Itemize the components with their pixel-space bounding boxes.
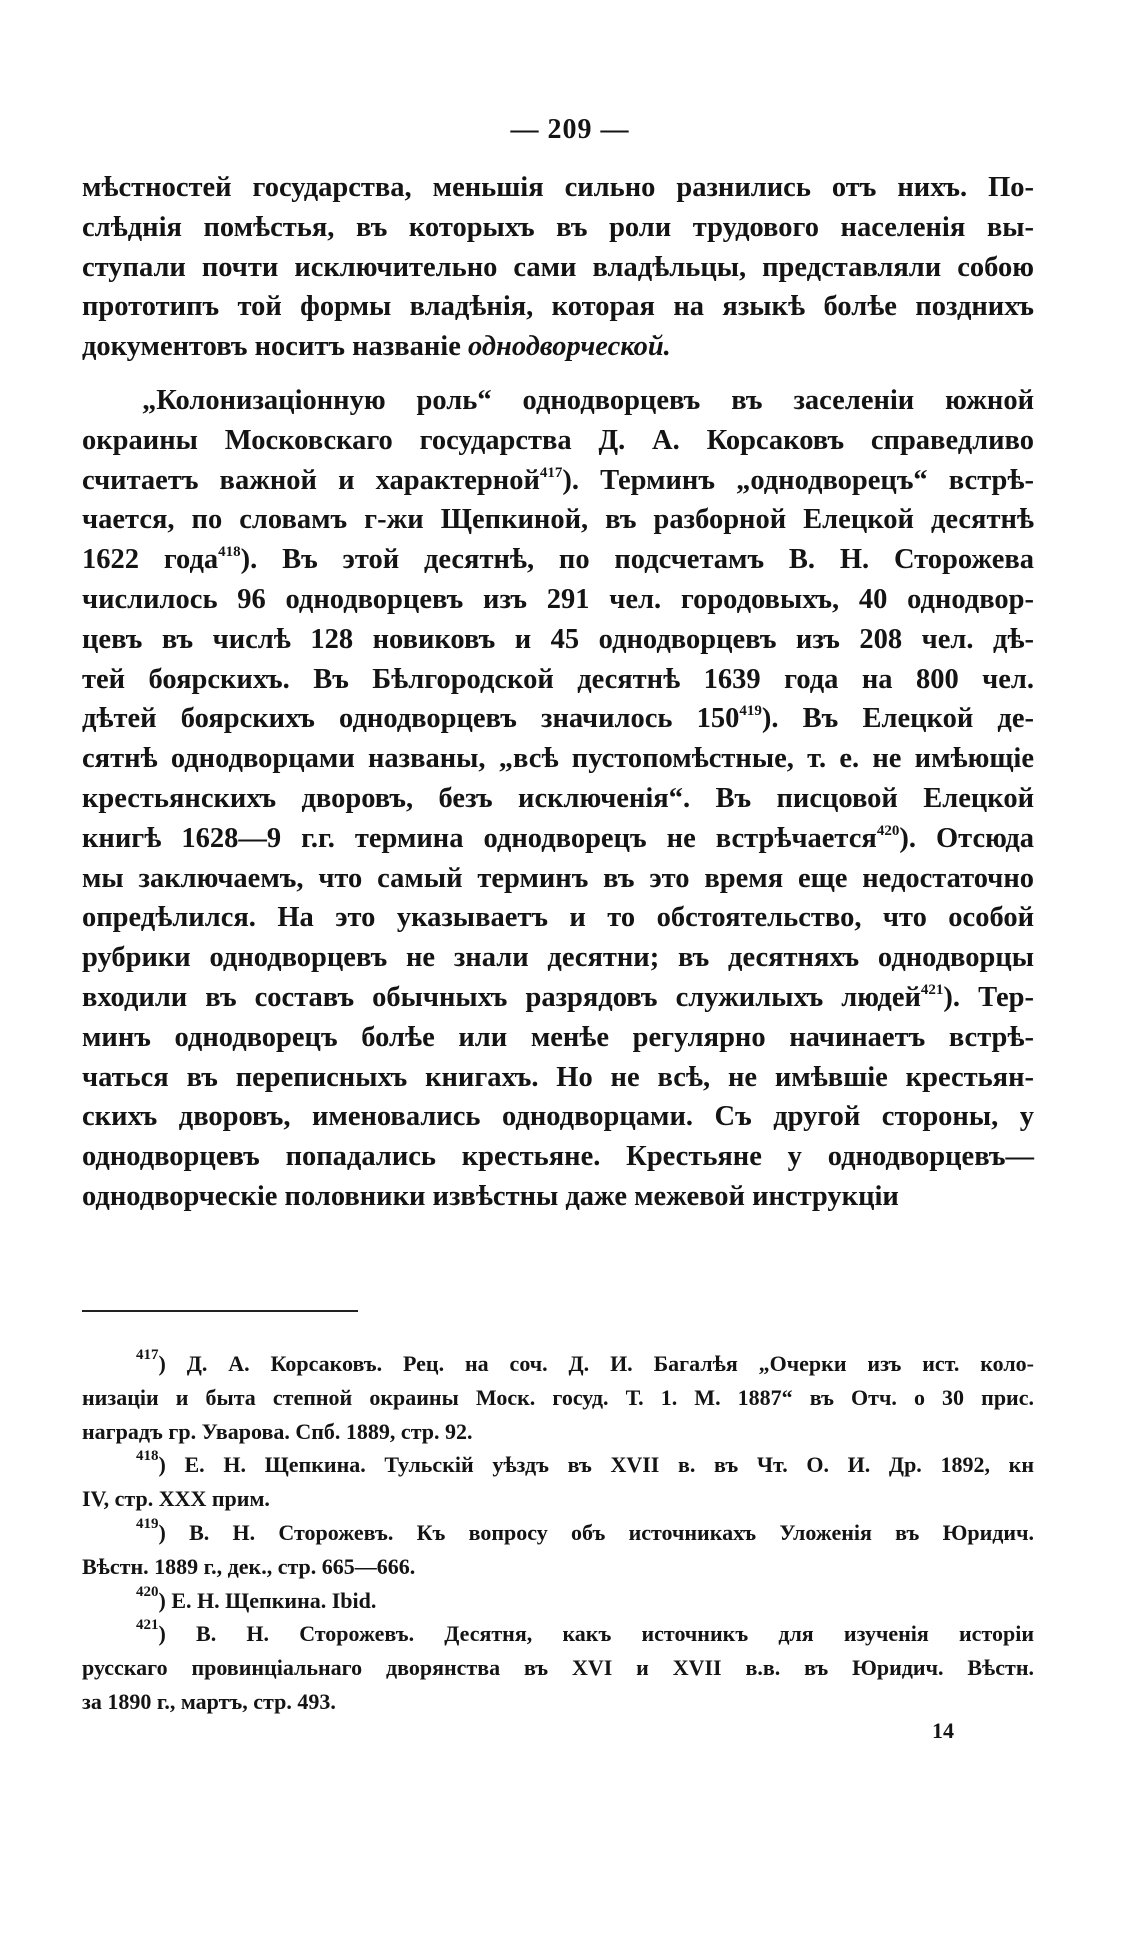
body-text — [82, 168, 1034, 1217]
text-run: рубрики однодворцевъ не знали десятни; въ десятняхъ однодворцы — [82, 942, 1034, 974]
text-line: ступали почти исключительно сами владѣльцы, представляли собою — [82, 251, 1034, 283]
text-run: 1622 года — [82, 544, 219, 576]
text-line — [82, 327, 1034, 367]
text-line — [82, 500, 1034, 540]
footnote-line — [82, 1347, 1034, 1381]
text-run: опредѣлился. На это указываетъ и то обстоятельство, что особой — [82, 902, 1034, 934]
text-line — [82, 540, 1034, 580]
text-line — [82, 1018, 1034, 1058]
footnote-line — [82, 1617, 1034, 1651]
footnote-ref: 417 — [539, 464, 563, 481]
text-line — [82, 978, 1034, 1018]
footnote-line — [82, 1651, 1034, 1685]
text-line — [82, 859, 1034, 899]
footnote-line — [82, 1550, 1034, 1584]
text-run: входили въ составъ обычныхъ разрядовъ служилыхъ людей — [82, 981, 921, 1013]
text-line — [82, 779, 1034, 819]
footnote-number: 417 — [136, 1347, 159, 1363]
text-run: ). Отсюда — [899, 822, 1034, 854]
text-line — [82, 819, 1034, 859]
footnote-text: ) Е. Н. Щепкина. Ibid. — [158, 1587, 377, 1613]
text-line — [82, 421, 1034, 461]
text-run: тей боярскихъ. Въ Бѣлгородской десятнѣ 1639 года на 800 чел. — [82, 663, 1034, 695]
footnote-line — [82, 1685, 1034, 1719]
text-run: книгѣ 1628—9 г.г. термина однодворецъ не встрѣчается — [82, 822, 877, 854]
signature-mark: 14 — [932, 1718, 954, 1743]
text-run: ). Терминъ „однодворецъ“ встрѣ- — [562, 464, 1034, 496]
page-number: — 209 — — [510, 114, 630, 145]
footnote-text: Вѣстн. 1889 г., дек., стр. 665—666. — [82, 1553, 416, 1579]
text-run: ). Въ этой десятнѣ, по подсчетамъ В. Н. Сторожева — [240, 544, 1035, 576]
footnote-number: 419 — [136, 1515, 159, 1532]
footnote-ref: 418 — [218, 544, 241, 561]
text-run: чаться въ переписныхъ книгахъ. Но не всѣ, не имѣвшіе крестьян- — [82, 1061, 1034, 1093]
footnote-line — [82, 1448, 1034, 1482]
paragraph-2 — [82, 381, 1034, 1217]
text-line: слѣднія помѣстья, въ которыхъ въ роли трудового населенія вы- — [82, 211, 1034, 243]
footnote-text: за 1890 г., мартъ, стр. 493. — [82, 1688, 336, 1714]
text-line — [82, 1058, 1034, 1098]
text-line — [82, 461, 1034, 501]
text-run: однодворческіе половники извѣстны даже межевой инструкціи — [82, 1180, 899, 1212]
footnotes — [82, 1347, 1034, 1719]
text-line — [82, 739, 1034, 779]
footnote-ref: 421 — [920, 981, 944, 998]
footnote-text: ) Е. Н. Щепкина. Тульскій уѣздъ въ XVII в. въ Чт. О. И. Др. 1892, кн — [158, 1452, 1034, 1478]
footnote-text: ) В. Н. Сторожевъ. Къ вопросу объ источникахъ Уложенія въ Юридич. — [158, 1519, 1034, 1545]
footnote-text: низаціи и быта степной окраины Моск. госуд. Т. 1. М. 1887“ въ Отч. о 30 прис. — [82, 1384, 1034, 1410]
text-run: скихъ дворовъ, именовались однодворцами. Съ другой стороны, у — [82, 1101, 1034, 1133]
footnote-text: ) Д. А. Корсаковъ. Рец. на соч. Д. И. Багалѣя „Очерки изъ ист. коло- — [158, 1351, 1034, 1376]
text-run: сятнѣ однодворцами названы, „всѣ пустопомѣстные, т. е. не имѣющіе — [82, 743, 1034, 775]
text-run: дѣтей боярскихъ однодворцевъ значилось 150 — [82, 703, 740, 735]
italic-term: однодворческой. — [468, 331, 671, 363]
text-run: чается, по словамъ г-жи Щепкиной, въ разборной Елецкой десятнѣ — [82, 504, 1034, 536]
text-line — [82, 938, 1034, 978]
text-line: мѣстностей государства, меньшія сильно разнились отъ нихъ. По- — [82, 172, 1034, 203]
text-line: прототипъ той формы владѣнія, которая на языкѣ болѣе позднихъ — [82, 291, 1034, 323]
text-run: крестьянскихъ дворовъ, безъ исключенія“. Въ писцовой Елецкой — [82, 782, 1034, 814]
text-run: числилось 96 однодворцевъ изъ 291 чел. городовыхъ, 40 однодвор- — [82, 583, 1034, 615]
footnote-text: ) В. Н. Сторожевъ. Десятня, какъ источникъ для изученія исторіи — [158, 1621, 1034, 1647]
text-run: документовъ носитъ названіе — [82, 331, 468, 363]
text-run: окраины Московскаго государства Д. А. Корсаковъ справедливо — [82, 424, 1034, 456]
text-run: цевъ въ числѣ 128 новиковъ и 45 однодворцевъ изъ 208 чел. дѣ- — [82, 623, 1034, 655]
text-line — [82, 1177, 1034, 1217]
footnote-separator — [82, 1310, 358, 1312]
text-line — [82, 1097, 1034, 1137]
footnote-number: 420 — [136, 1583, 159, 1600]
text-line — [82, 1137, 1034, 1177]
footnote-ref: 419 — [739, 703, 762, 720]
text-line — [82, 580, 1034, 620]
footnote-line — [82, 1482, 1034, 1516]
text-line — [82, 381, 1034, 421]
text-run: однодворцевъ попадались крестьяне. Крестьяне у однодворцевъ— — [82, 1141, 1034, 1173]
text-run: ). Тер- — [943, 981, 1035, 1013]
footnote-number: 418 — [136, 1448, 159, 1465]
paragraph-gap — [82, 367, 1034, 381]
footnote-text: наградъ гр. Уварова. Спб. 1889, стр. 92. — [82, 1418, 473, 1444]
footnote-line — [82, 1584, 1034, 1618]
text-run: мы заключаемъ, что самый терминъ въ это время еще недостаточно — [82, 862, 1034, 894]
text-line — [82, 699, 1034, 739]
text-run: считаетъ важной и характерной — [82, 464, 540, 496]
text-run: минъ однодворецъ болѣе или менѣе регулярно начинаетъ встрѣ- — [82, 1021, 1034, 1053]
text-run: ). Въ Елецкой де- — [761, 703, 1034, 735]
text-line — [82, 620, 1034, 660]
text-run: „Колонизаціонную роль“ однодворцевъ въ заселеніи южной — [142, 384, 1034, 416]
footnote-line — [82, 1415, 1034, 1449]
footnote-number: 421 — [136, 1617, 159, 1634]
footnote-text: русскаго провинціальнаго дворянства въ XVI и XVII в.в. въ Юридич. Вѣстн. — [82, 1655, 1034, 1681]
footnote-text: IV, стр. XXX прим. — [82, 1486, 270, 1512]
footnote-line — [82, 1381, 1034, 1415]
text-line — [82, 660, 1034, 700]
footnote-ref: 420 — [876, 822, 900, 839]
text-line — [82, 898, 1034, 938]
footnote-line — [82, 1516, 1034, 1550]
